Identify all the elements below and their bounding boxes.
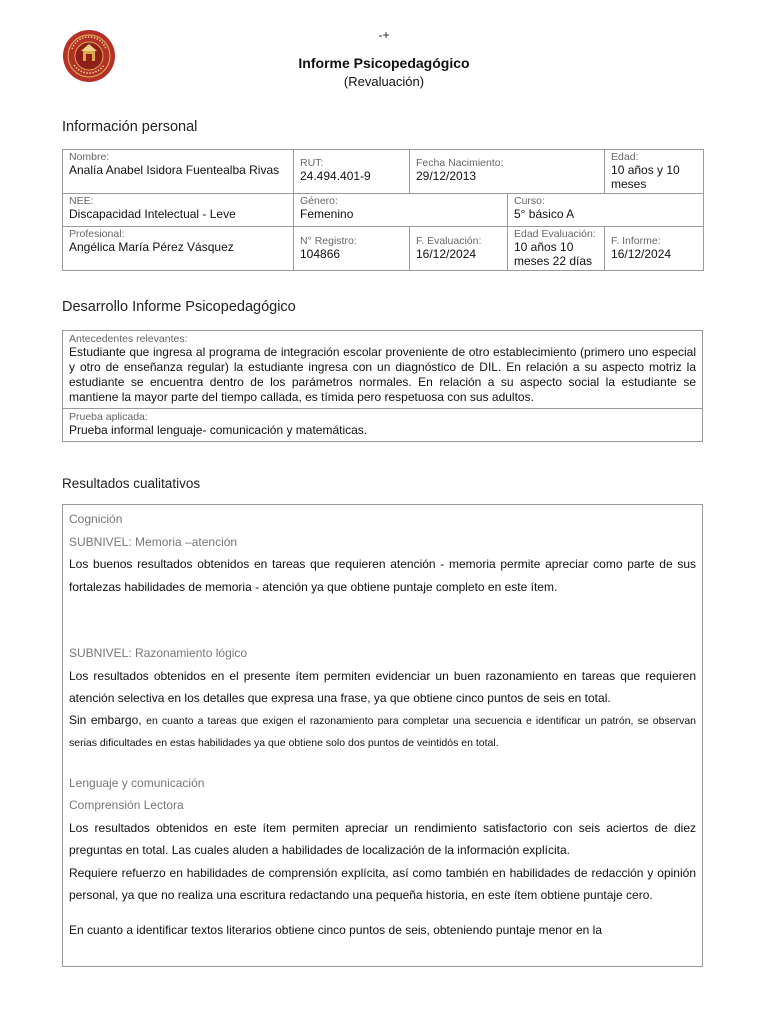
value-f-informe: 16/12/2024 — [611, 247, 672, 261]
subnivel-razonamiento-heading: SUBNIVEL: Razonamiento lógico — [69, 646, 248, 660]
desarrollo-box — [62, 330, 703, 442]
value-nombre: Analía Anabel Isidora Fuentealba Rivas — [69, 163, 280, 177]
value-genero: Femenino — [300, 207, 354, 221]
field-rut — [294, 150, 410, 194]
antecedentes-text: Estudiante que ingresa al programa de integración escolar proveniente de otro establecimiento (primero uno especial y otro de enseñanza regular) la estudiante ingresa con un diagnóstico de DIL. En relación a su aspecto motriz la estudiante se encuentra dentro de los parámetros normales. En relación a su aspecto social la estudiante se mantiene la mayor parte del tiempo callada, es tímida pero respetuosa con sus adultos. — [69, 345, 696, 404]
report-subtitle: (Revaluación) — [343, 74, 425, 89]
desarrollo-heading: Desarrollo Informe Psicopedagógico — [62, 299, 296, 315]
field-registro — [294, 227, 410, 271]
label-genero: Género: — [300, 195, 338, 207]
resultados-heading: Resultados cualitativos — [62, 476, 201, 491]
report-title: Informe Psicopedagógico — [298, 55, 470, 71]
razonamiento-text-a: Los resultados obtenidos en el presente ítem permiten evidenciar un buen razonamiento en tareas que requieren atención selectiva en los detalles que expresa una frase, ya que obtiene cinco puntos de seis en total. — [69, 668, 696, 705]
lenguaje-heading: Lenguaje y comunicación — [69, 775, 205, 790]
value-curso: 5° básico A — [514, 207, 575, 221]
value-profesional: Angélica María Pérez Vásquez — [69, 240, 234, 254]
label-prueba: Prueba aplicada: — [69, 411, 148, 423]
razonamiento-detail: en cuanto a tareas que exigen el razonamiento para completar una secuencia e identificar un patrón, se observan serias dificultades en estas habilidades ya que obtiene solo dos puntos de veintidós en total. — [69, 714, 696, 749]
field-genero — [294, 194, 508, 227]
label-edad-evaluacion: Edad Evaluación: — [514, 228, 596, 240]
razonamiento-text-b — [69, 710, 696, 754]
prueba-text: Prueba informal lenguaje- comunicación y matemáticas. — [69, 423, 368, 437]
value-fecha-nacimiento: 29/12/2013 — [416, 169, 477, 183]
field-profesional — [63, 227, 294, 271]
field-fecha-nacimiento — [410, 150, 605, 194]
field-nee — [63, 194, 294, 227]
memoria-text: Los buenos resultados obtenidos en tareas que requieren atención - memoria permite apreciar como parte de sus fortalezas habilidades de memoria - atención ya que obtiene puntaje completo en este ítem. — [69, 557, 696, 594]
personal-info-heading: Información personal — [62, 119, 198, 135]
label-nombre: Nombre: — [69, 151, 110, 163]
value-nee: Discapacidad Intelectual - Leve — [69, 207, 236, 221]
label-f-evaluacion: F. Evaluación: — [416, 235, 482, 247]
comprension-text-c: En cuanto a identificar textos literarios obtiene cinco puntos de seis, obteniendo puntaje menor en la — [69, 922, 603, 937]
label-nee: NEE: — [69, 195, 94, 207]
label-fecha-nacimiento: Fecha Nacimiento: — [416, 157, 504, 169]
label-edad: Edad: — [611, 151, 639, 163]
value-rut: 24.494.401-9 — [300, 169, 371, 183]
comprension-text-a: Los resultados obtenidos en este ítem permiten apreciar un rendimiento satisfactorio con seis aciertos de diez preguntas en total. Las cuales aluden a habilidades de localización de la información explícita. — [69, 820, 696, 857]
label-profesional: Profesional: — [69, 228, 125, 240]
value-registro: 104866 — [300, 247, 341, 261]
comprension-text-b: Requiere refuerzo en habilidades de comprensión explícita, así como también en habilidades de redacción y opinión personal, ya que no realiza una escritura redactando una pequeña historia, en este ítem obtiene puntaje cero. — [69, 865, 696, 902]
value-edad: 10 años y 10 meses — [611, 163, 680, 191]
cognicion-heading: Cognición — [69, 512, 123, 526]
resultados-box — [62, 504, 703, 967]
field-edad-evaluacion — [508, 227, 605, 271]
label-curso: Curso: — [514, 195, 545, 207]
label-registro: N° Registro: — [300, 235, 357, 247]
subnivel-memoria-heading: SUBNIVEL: Memoria –atención — [69, 534, 238, 549]
field-f-evaluacion — [410, 227, 508, 271]
comprension-heading: Comprensión Lectora — [69, 798, 184, 812]
label-rut: RUT: — [300, 157, 324, 169]
field-curso — [508, 194, 704, 227]
prueba-section — [63, 408, 702, 441]
label-antecedentes: Antecedentes relevantes: — [69, 333, 188, 345]
value-f-evaluacion: 16/12/2024 — [416, 247, 477, 261]
antecedentes-section — [63, 331, 702, 408]
label-f-informe: F. Informe: — [611, 235, 661, 247]
page-marker: -+ — [378, 28, 390, 42]
value-edad-evaluacion: 10 años 10 meses 22 días — [514, 240, 593, 268]
field-edad — [605, 150, 704, 194]
field-nombre — [63, 150, 294, 194]
personal-info-table — [62, 149, 704, 271]
field-f-informe — [605, 227, 704, 271]
razonamiento-lead: Sin embargo, — [69, 712, 142, 727]
